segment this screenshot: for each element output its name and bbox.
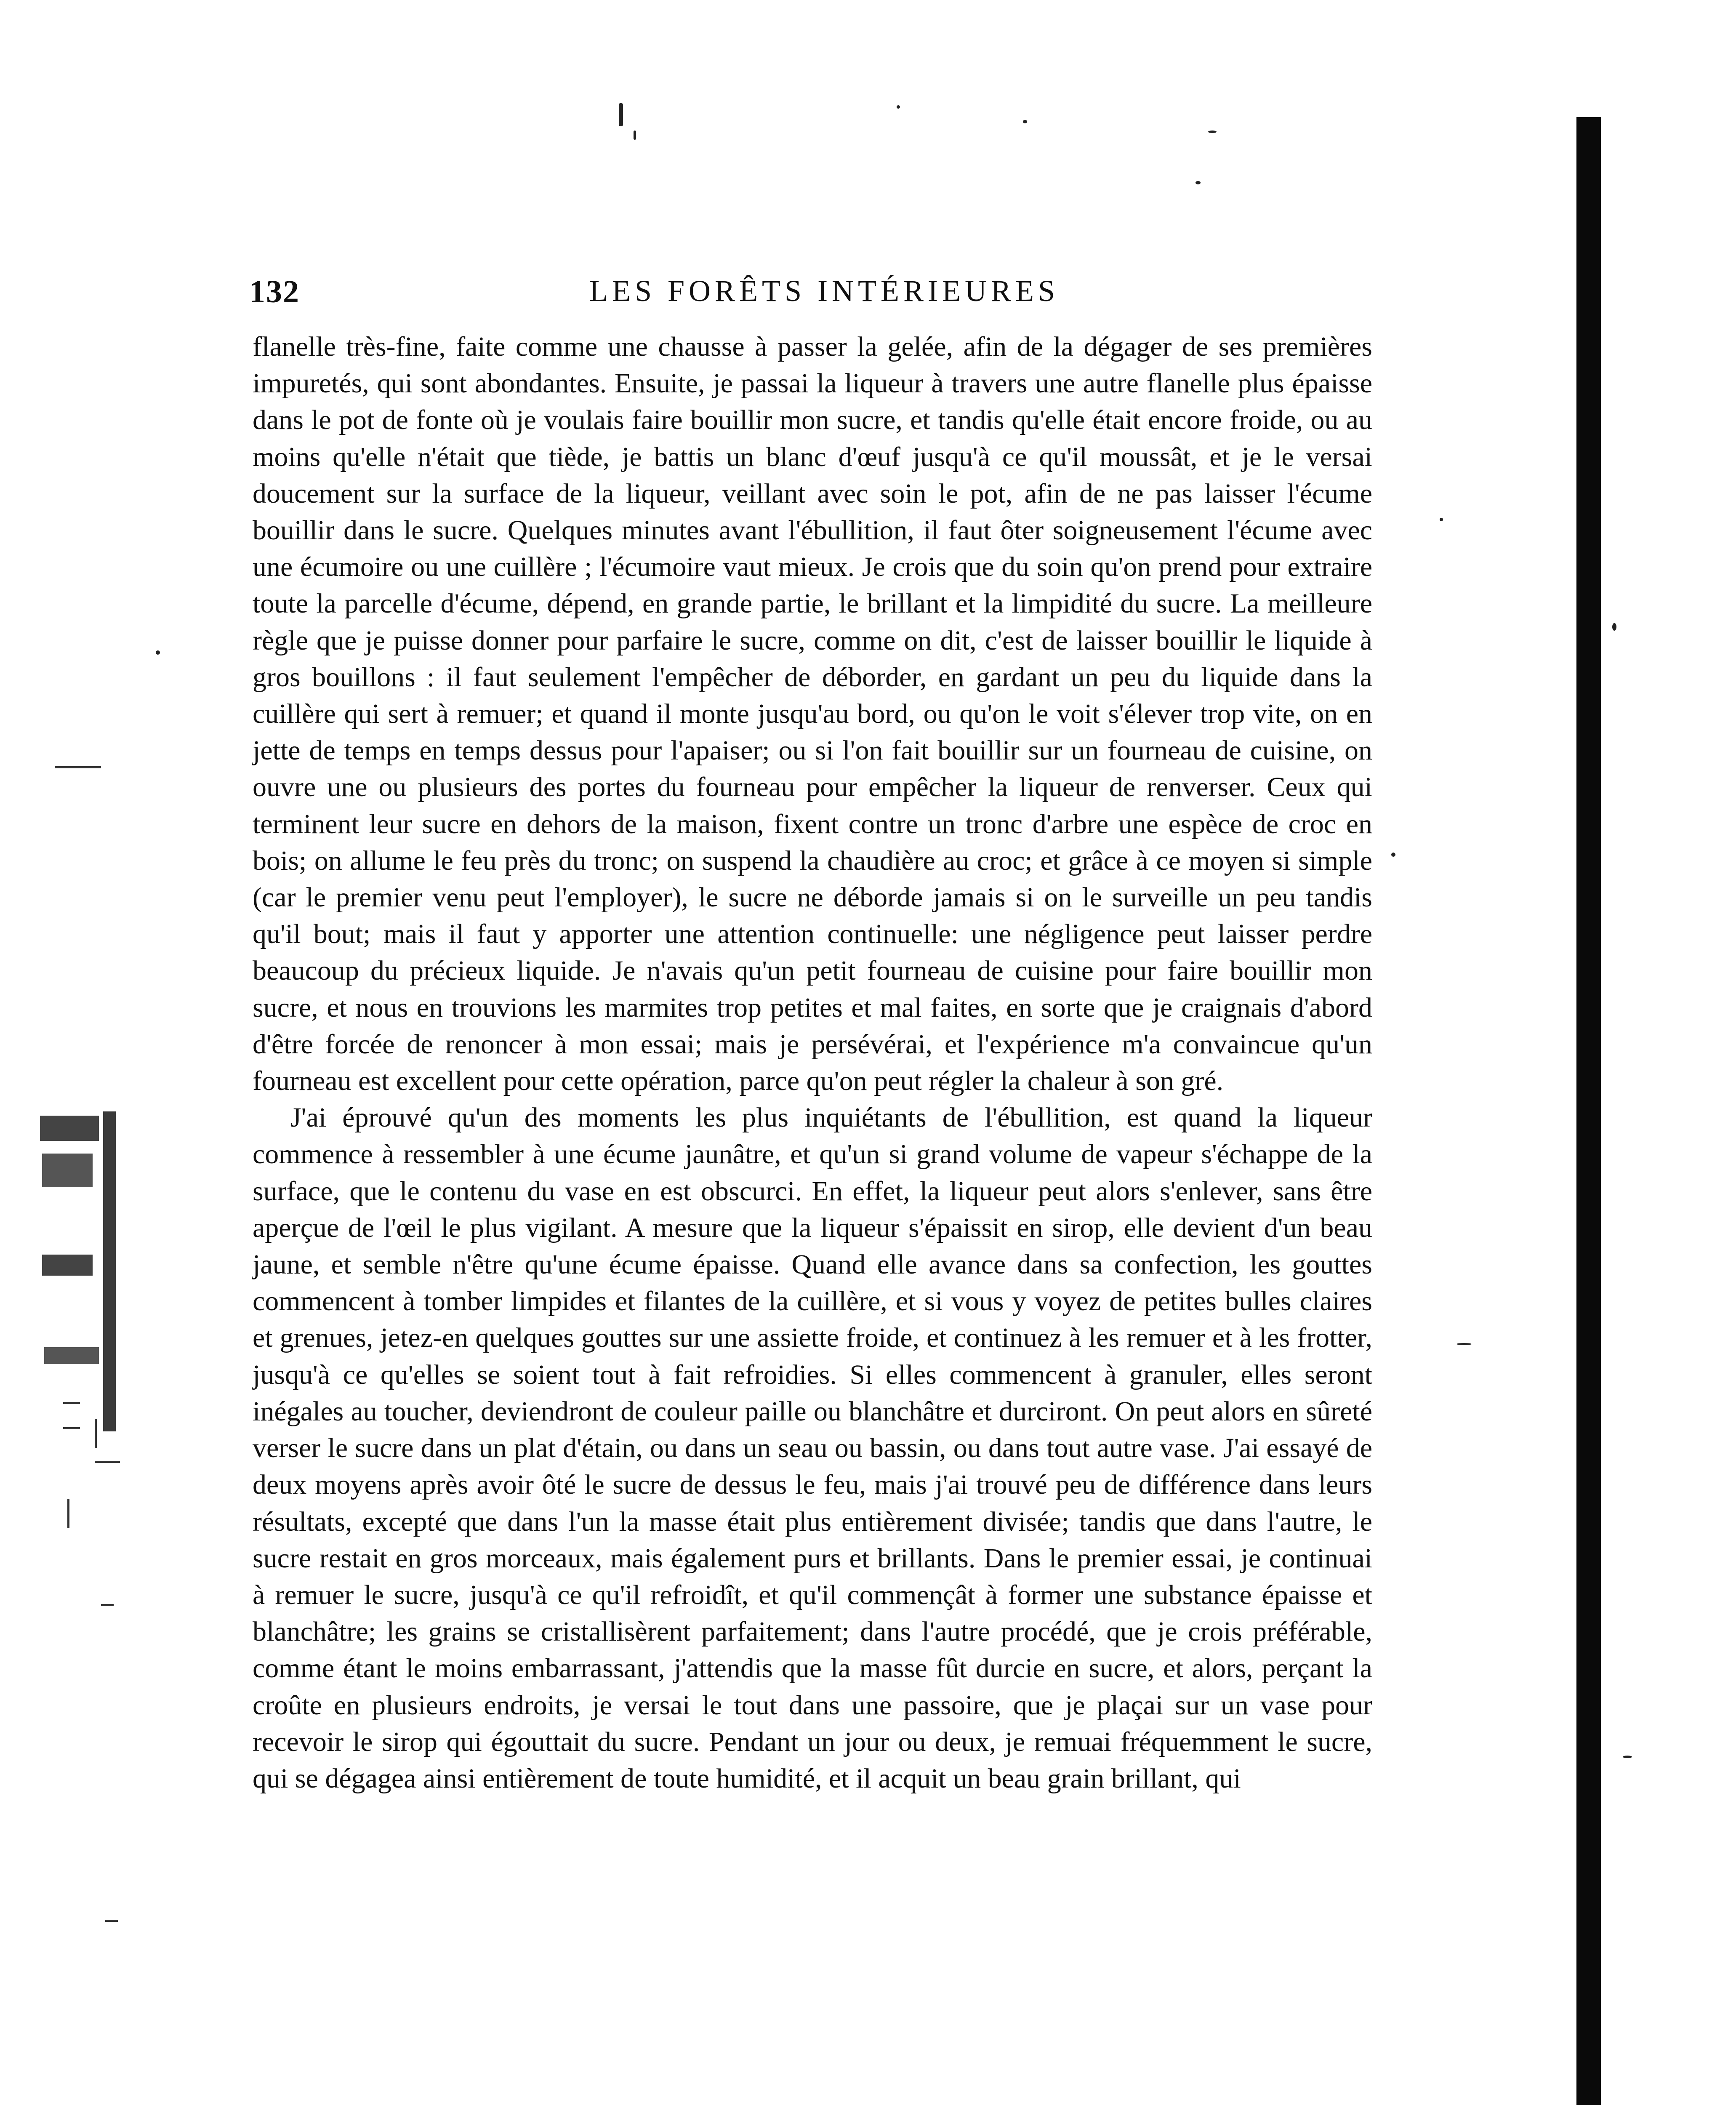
binding-shadow [1576, 117, 1601, 2105]
body-text [253, 328, 1372, 1797]
paragraph-1: flanelle très-fine, faite comme une chausse à passer la gelée, afin de la dégager de ses premières impuretés, qui sont abondantes. Ensuite, je passai la liqueur à travers une autre flanelle plus épaisse dans le pot de fonte où je voulais faire bouillir mon sucre, et tandis qu'elle était encore froide, ou au moins qu'elle n'était que tiède, je battis un blanc d'œuf jusqu'à ce qu'il moussât, et je le versai doucement sur la surface de la liqueur, veillant avec soin le pot, afin de ne pas laisser l'écume bouillir dans le sucre. Quelques minutes avant l'ébullition, il faut ôter soigneusement l'écume avec une écumoire ou une cuillère ; l'écumoire vaut mieux. Je crois que du soin qu'on prend pour extraire toute la parcelle d'écume, dépend, en grande partie, le brillant et la limpidité du sucre. La meilleure règle que je puisse donner pour parfaire le sucre, comme on dit, c'est de laisser bouillir le liquide à gros bouillons : il faut seulement l'empêcher de déborder, en gardant un peu du liquide dans la cuillère qui sert à remuer; et quand il monte jusqu'au bord, ou qu'on le voit s'élever trop vite, on en jette de temps en temps dessus pour l'apaiser; ou si l'on fait bouillir sur un fourneau de cuisine, on ouvre une ou plusieurs des portes du fourneau pour empêcher la liqueur de renverser. Ceux qui terminent leur sucre en dehors de la maison, fixent contre un tronc d'arbre une espèce de croc en bois; on allume le feu près du tronc; on suspend la chaudière au croc; et grâce à ce moyen si simple (car le premier venu peut l'employer), le sucre ne déborde jamais si on le surveille un peu tandis qu'il bout; mais il faut y apporter une attention continuelle: une négligence peut laisser perdre beaucoup du précieux liquide. Je n'avais qu'un petit fourneau de cuisine pour faire bouillir mon sucre, et nous en trouvions les marmites trop petites et mal faites, en sorte que je craignais d'abord d'être forcée de renoncer à mon essai; mais je persévérai, et l'expérience m'a convaincue qu'un fourneau est excellent pour cette opération, parce qu'on peut régler la chaleur à son gré. [253, 331, 1372, 1097]
page-number: 132 [249, 274, 300, 309]
running-title: LES FORÊTS INTÉRIEURES [589, 274, 1060, 308]
paragraph-2: J'ai éprouvé qu'un des moments les plus inquiétants de l'ébullition, est quand la liqueur commence à ressembler à une écume jaunâtre, et qu'un si grand volume de vapeur s'échappe de la surface, que le contenu du vase en est obscurci. En effet, la liqueur peut alors s'enlever, sans être aperçue de l'œil le plus vigilant. A mesure que la liqueur s'épaissit en sirop, elle devient d'un beau jaune, et semble n'être qu'une écume épaisse. Quand elle avance dans sa confection, les gouttes commencent à tomber limpides et filantes de la cuillère, et si vous y voyez de petites bulles claires et grenues, jetez-en quelques gouttes sur une assiette froide, et continuez à les remuer et à les frotter, jusqu'à ce qu'elles se soient tout à fait refroidies. Si elles commencent à granuler, elles seront inégales au toucher, deviendront de couleur paille ou blanchâtre et durciront. On peut alors en sûreté verser le sucre dans un plat d'étain, ou dans un seau ou bassin, ou dans tout autre vase. J'ai essayé de deux moyens après avoir ôté le sucre de dessus le feu, mais j'ai trouvé peu de différence dans leurs résultats, excepté que dans l'un la masse était plus entièrement divisée; tandis que dans l'autre, le sucre restait en gros morceaux, mais également purs et brillants. Dans le premier essai, je continuai à remuer le sucre, jusqu'à ce qu'il refroidît, et qu'il commençât à former une substance épaisse et blanchâtre; les grains se cristallisèrent parfaitement; dans l'autre procédé, que je crois préférable, comme étant le moins embarrassant, j'attendis que la masse fût durcie en sucre, et alors, perçant la croûte en plusieurs endroits, je versai le tout dans une passoire, que je plaçai sur un vase pour recevoir le sirop qui égouttait du sucre. Pendant un jour ou deux, je remuai fréquemment le sucre, qui se dégagea ainsi entièrement de toute humidité, et il acquit un beau grain brillant, qui [253, 1102, 1372, 1794]
